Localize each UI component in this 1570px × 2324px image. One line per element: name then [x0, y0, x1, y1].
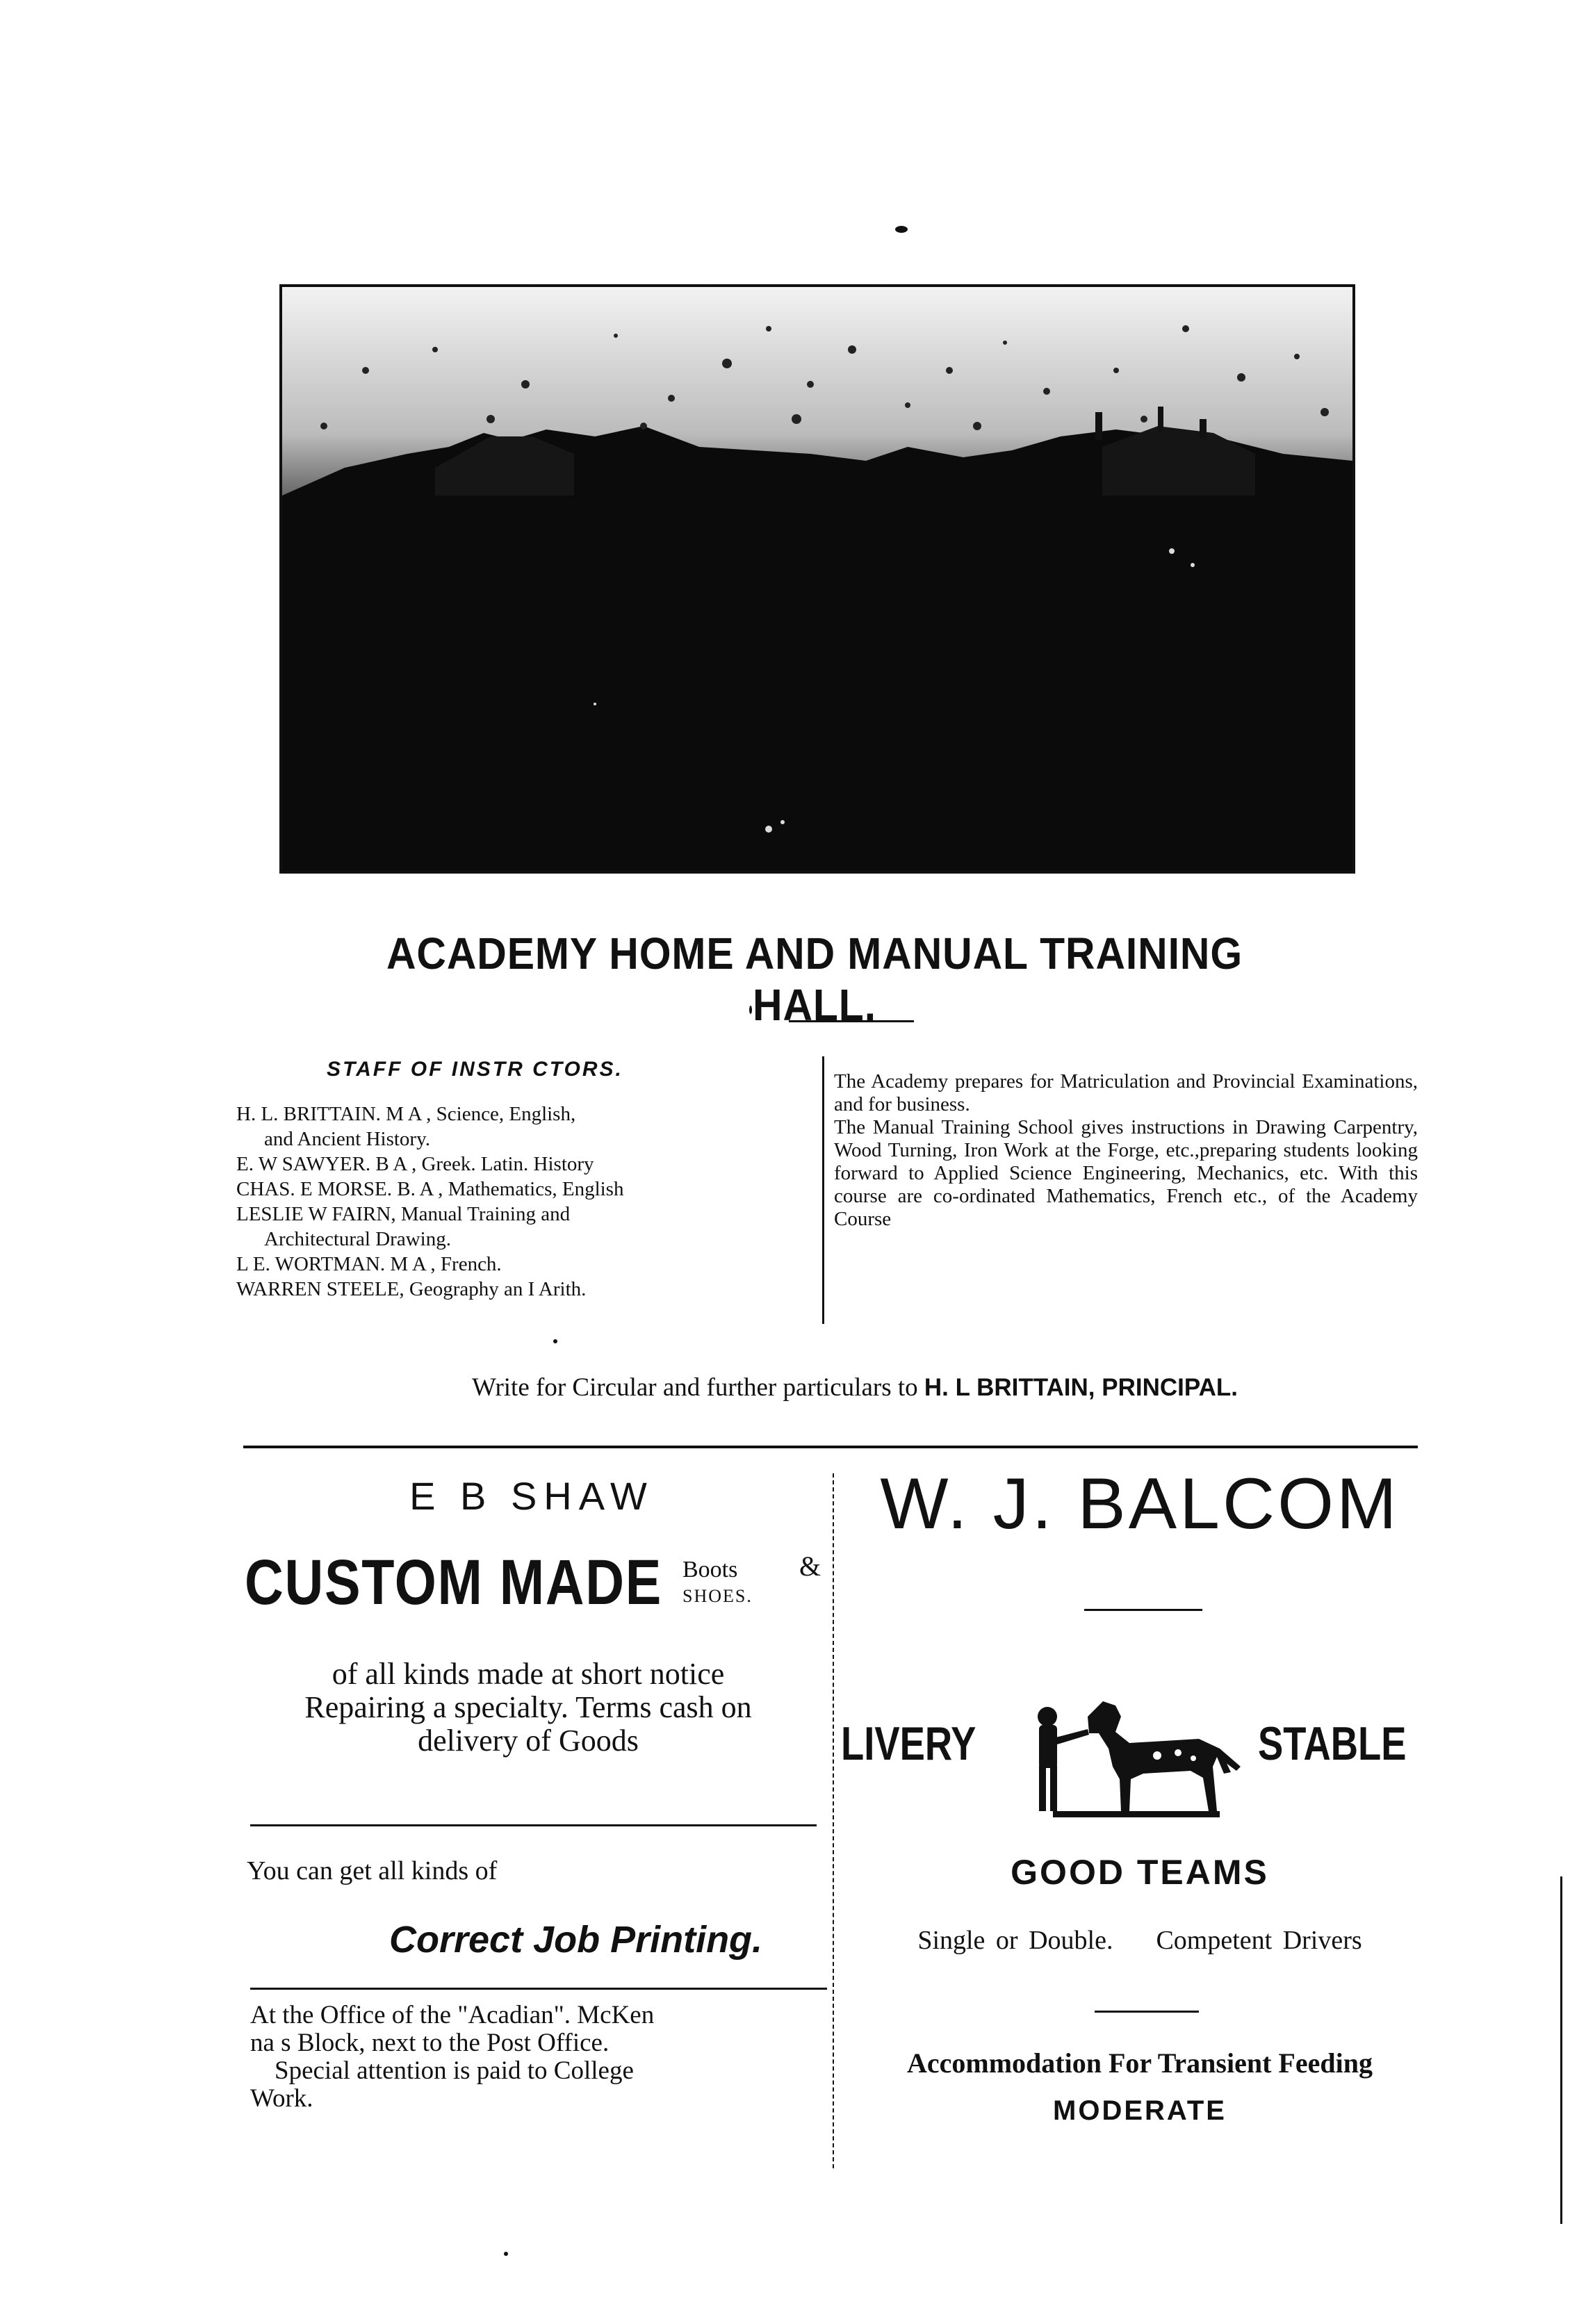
- write-text: Write for Circular and further particulars to: [472, 1373, 918, 1402]
- staff-line: and Ancient History.: [264, 1128, 430, 1150]
- single-double: Single or Double.: [917, 1926, 1113, 1955]
- balcom-divider: [1095, 2011, 1199, 2013]
- academy-info: [834, 1070, 1418, 1231]
- staff-heading: STAFF OF INSTR CTORS.: [327, 1058, 623, 1081]
- printing-line: Work.: [250, 2084, 313, 2113]
- principal-name: H. L BRITTAIN, PRINCIPAL.: [924, 1374, 1238, 1401]
- ad-divider: [833, 1473, 834, 2168]
- accommodation-line: Accommodation For Transient Feeding: [907, 2047, 1373, 2079]
- write-line: [299, 1373, 1411, 1402]
- staff-line: Architectural Drawing.: [264, 1228, 451, 1250]
- staff-list: [236, 1102, 806, 1302]
- staff-line: L E. WORTMAN. M A , French.: [236, 1253, 502, 1275]
- balcom-divider: [1084, 1609, 1202, 1611]
- moderate-label: MODERATE: [1053, 2095, 1227, 2126]
- shaw-name: E B SHAW: [409, 1474, 654, 1518]
- shaw-body: [236, 1658, 820, 1758]
- staff-line: LESLIE W FAIRN, Manual Training and: [236, 1203, 571, 1225]
- staff-line: E. W SAWYER. B A , Greek. Latin. History: [236, 1153, 594, 1175]
- livery-label: LIVERY: [841, 1717, 976, 1770]
- academy-info-paragraph: The Academy prepares for Matriculation and Provincial Examinations, and for business.: [834, 1070, 1418, 1115]
- print-speck: [553, 1339, 557, 1343]
- ad-rule: [250, 1824, 817, 1826]
- custom-made-headline: CUSTOM MADE: [245, 1547, 662, 1618]
- printing-line: At the Office of the "Acadian". McKen: [250, 2001, 655, 2029]
- staff-line: WARREN STEELE, Geography an I Arith.: [236, 1278, 587, 1300]
- academy-photograph: [279, 284, 1355, 874]
- printing-body: [250, 2002, 827, 2113]
- horse-and-groom-icon: [1011, 1689, 1248, 1821]
- staff-line: CHAS. E MORSE. B. A , Mathematics, English: [236, 1178, 624, 1200]
- page-edge-line: [1560, 1876, 1562, 2224]
- print-speck: [895, 226, 908, 233]
- printing-line: na s Block, next to the Post Office.: [250, 2029, 610, 2057]
- printing-line: Special attention is paid to College: [275, 2056, 634, 2085]
- shaw-line: delivery of Goods: [418, 1724, 639, 1758]
- academy-info-paragraph: The Manual Training School gives instructions in Drawing Carpentry, Wood Turning, Iron Work at the Forge, etc.,preparing students looking forward to Applied Science Engineering, Mechanics, etc. With this course are co-ordinated Mathematics, French etc., of the Academy Course: [834, 1116, 1418, 1230]
- section-rule: [243, 1446, 1418, 1448]
- balcom-name: W. J. BALCOM: [880, 1464, 1400, 1544]
- staff-line: H. L. BRITTAIN. M A , Science, English,: [236, 1103, 576, 1125]
- print-speck: [504, 2252, 508, 2256]
- boots-label: Boots: [682, 1557, 738, 1582]
- print-speck: [749, 1006, 752, 1014]
- competent-drivers: Competent Drivers: [1156, 1926, 1362, 1955]
- photo-caption: ACADEMY HOME AND MANUAL TRAINING HALL.: [386, 928, 1243, 1030]
- shoes-label: SHOES.: [682, 1586, 753, 1606]
- column-divider: [822, 1056, 824, 1324]
- boots-shoes: [682, 1557, 753, 1610]
- caption-divider: [789, 1020, 914, 1022]
- stable-label: STABLE: [1258, 1717, 1407, 1770]
- balcom-services: [841, 1925, 1439, 1956]
- ampersand: &: [799, 1550, 821, 1582]
- ad-rule: [250, 1988, 827, 1990]
- good-teams: GOOD TEAMS: [1011, 1853, 1269, 1892]
- shaw-line: Repairing a specialty. Terms cash on: [304, 1690, 752, 1724]
- printing-headline: Correct Job Printing.: [389, 1919, 763, 1961]
- photo-scene: [282, 287, 1352, 871]
- printing-intro: You can get all kinds of: [247, 1856, 498, 1885]
- shaw-line: of all kinds made at short notice: [332, 1657, 725, 1691]
